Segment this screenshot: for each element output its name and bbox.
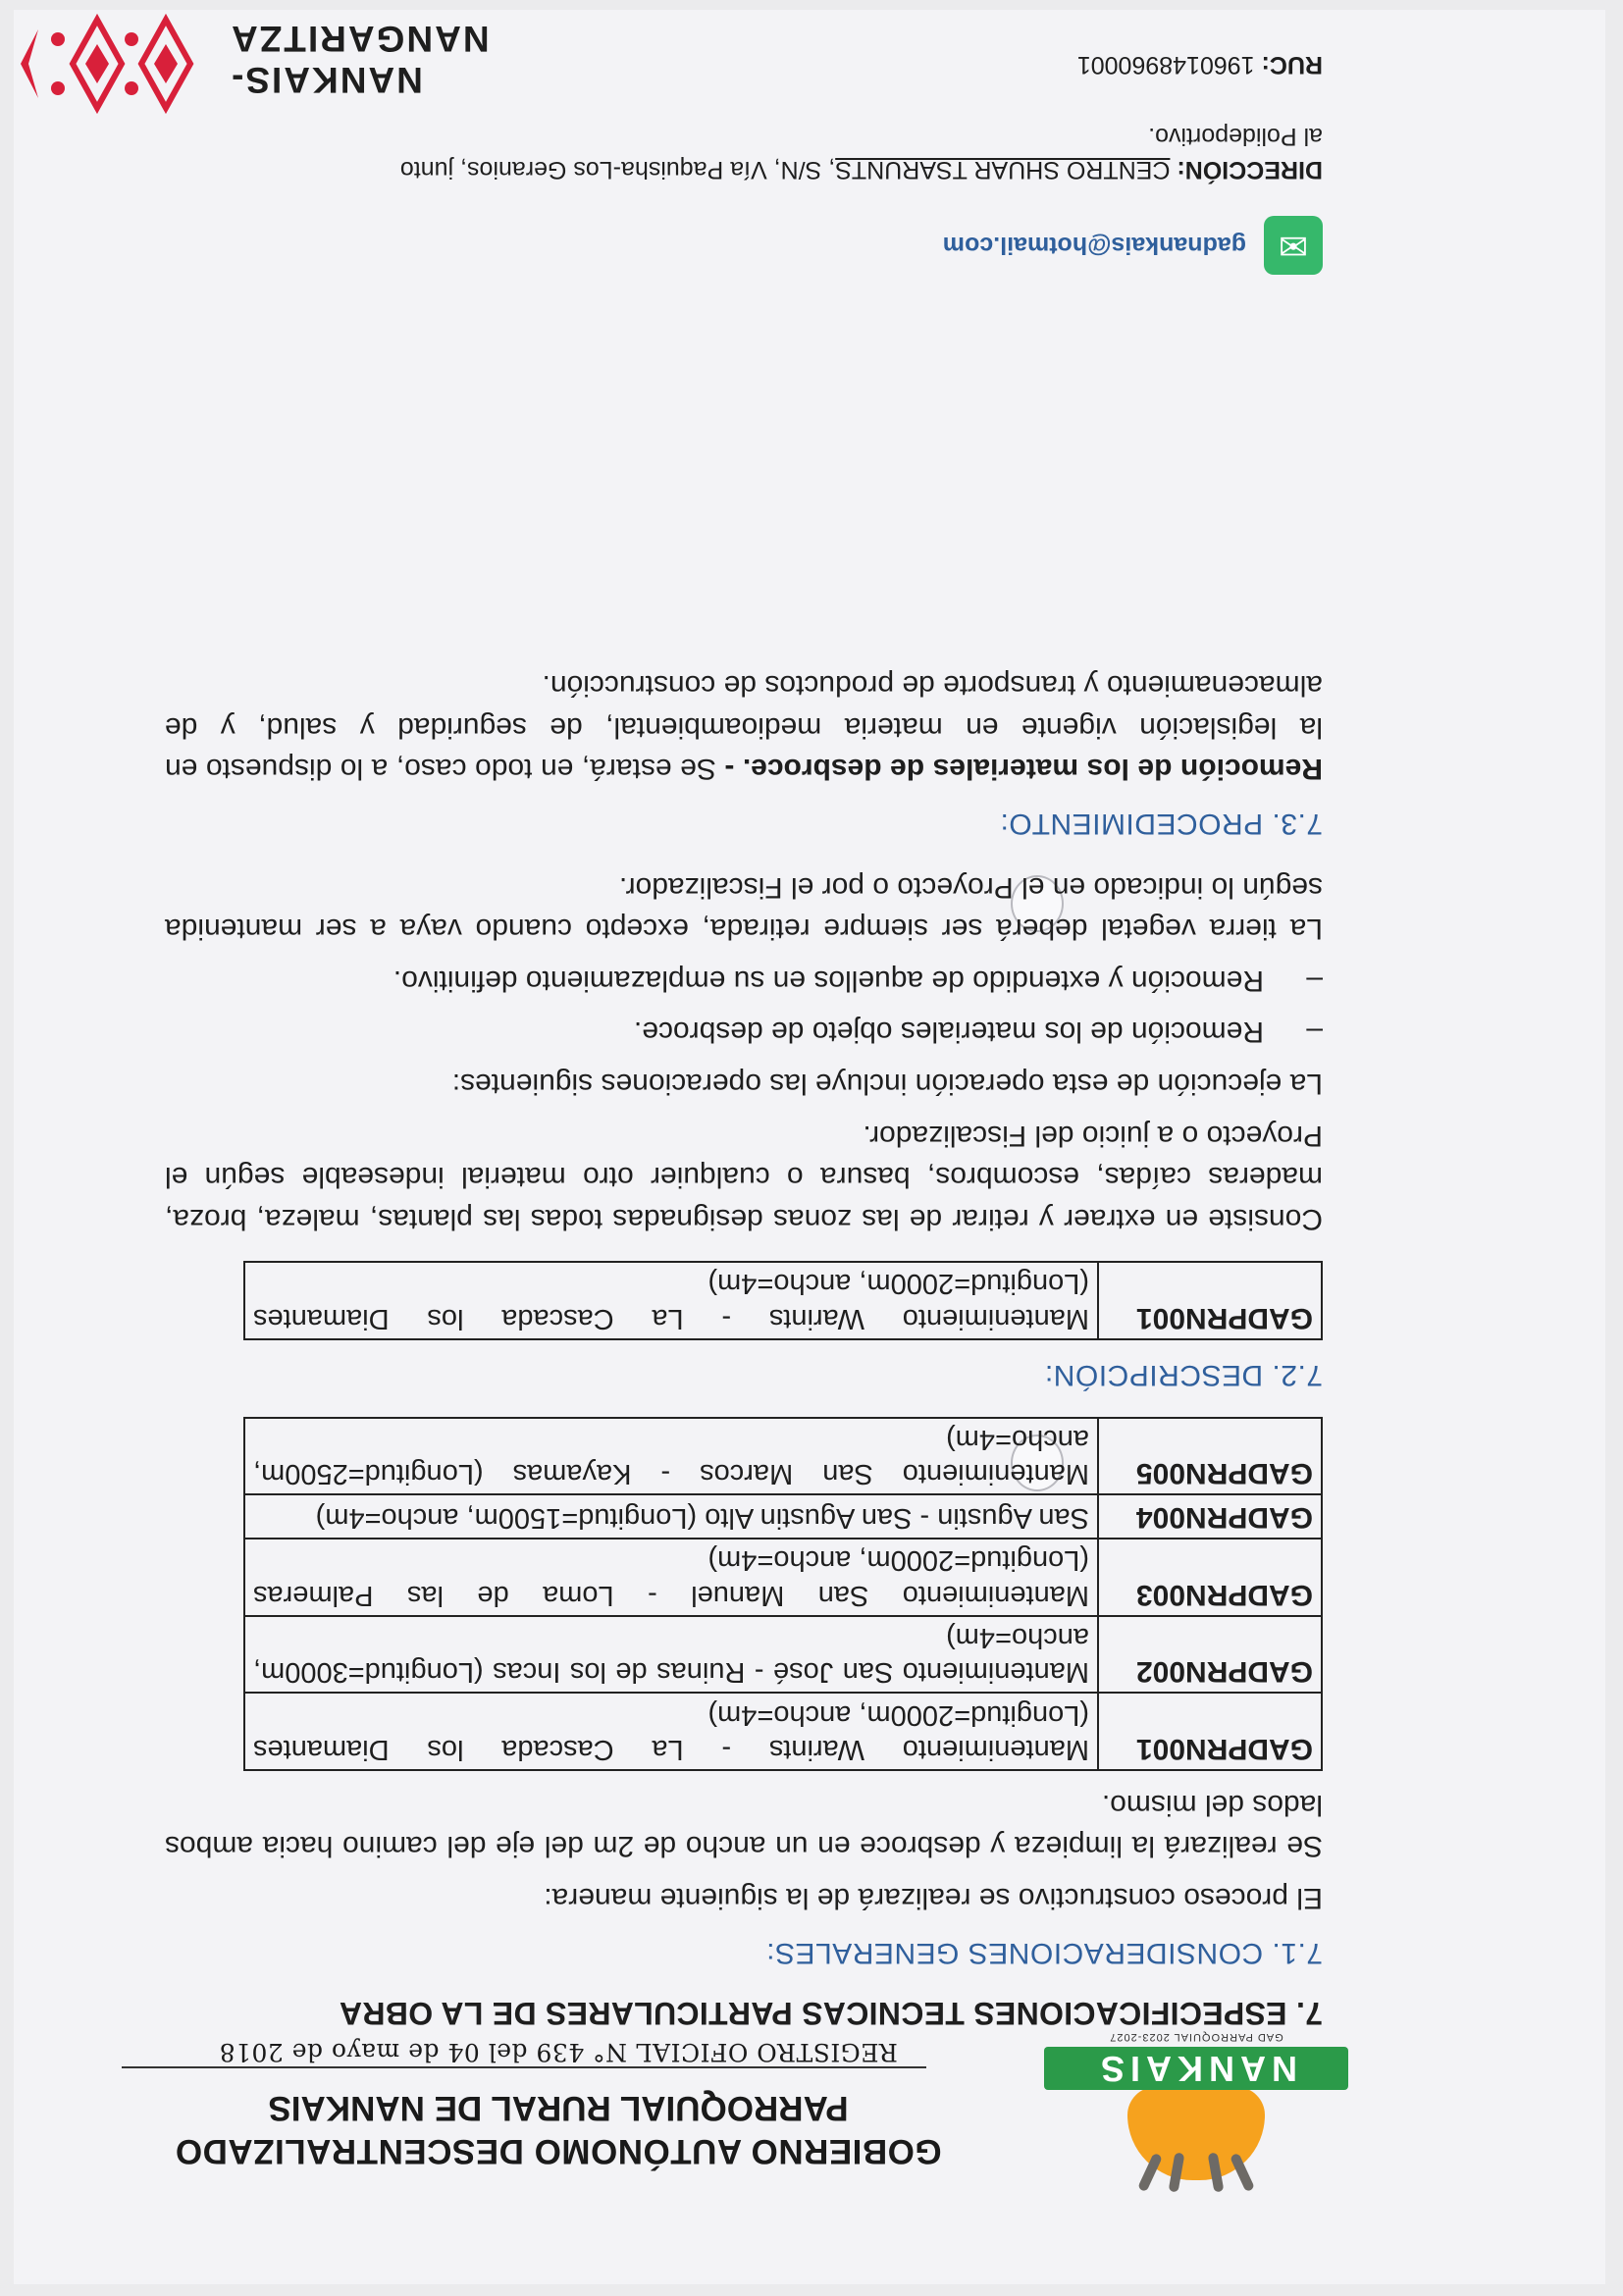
footer — [0, 10, 1623, 275]
gov-line-1: GOBIERNO AUTÓNOMO DESCENTRALIZADO — [175, 2132, 942, 2170]
bullet-text: Remoción y extendido de aquellos en su emplazamiento definitivo. — [393, 964, 1264, 997]
ruc — [1077, 50, 1323, 78]
ruc-value: 1960148960001 — [1076, 51, 1255, 78]
header-divider — [122, 2066, 926, 2068]
gov-line-2: PARROQUIAL RURAL DE NANKAIS — [268, 2089, 849, 2127]
nankais-logo — [1034, 2021, 1358, 2188]
bullet-mark: – — [1306, 964, 1323, 997]
procedure-heading: Remoción de los materiales de desbroce. - — [724, 753, 1323, 786]
decorative-pattern-icon — [19, 10, 195, 118]
logo-name: NANKAIS — [1044, 2047, 1348, 2090]
road-description: Mantenimiento Warints - La Cascada los Diamantes (Longitud=2000m, ancho=4m) — [244, 1262, 1098, 1339]
road-code: GADPRN003 — [1098, 1539, 1322, 1616]
government-title — [122, 2038, 995, 2170]
address-place: CENTRO SHUAR TSARUNTS — [835, 156, 1171, 183]
road-description: Mantenimiento San José - Ruinas de los Incas (Longitud=3000m, ancho=4m) — [244, 1616, 1098, 1694]
subsection-7-2-title: 7.2. DESCRIPCIÓN: — [1044, 1358, 1323, 1391]
address — [381, 120, 1323, 186]
logo-emblem — [1127, 2087, 1265, 2180]
description-table — [243, 1261, 1323, 1340]
road-description: San Agustin - San Agustin Alto (Longitud=1500m, ancho=4m) — [244, 1494, 1098, 1539]
paragraph: La ejecución de esta operación incluye las operaciones siguientes: — [451, 1068, 1323, 1101]
address-detail: , S/N, Vía Paquisha-Los Geranios, junto al Polideportivo. — [399, 123, 1323, 183]
paragraph: El proceso constructivo se realizará de la siguiente manera: — [544, 1882, 1323, 1914]
road-code: GADPRN002 — [1098, 1616, 1322, 1694]
road-code: GADPRN004 — [1098, 1494, 1322, 1539]
logo-subtitle: GAD PARROQUIAL 2023-2027 — [1109, 2031, 1283, 2043]
table-row — [244, 1539, 1322, 1616]
paragraph: La tierra vegetal deberá ser siempre retirada, excepto cuando vaya a ser mantenida según lo indicado en el Proyecto o por el Fiscalizador. — [165, 870, 1323, 946]
main-content — [165, 653, 1323, 2031]
subsection-7-3-title: 7.3. PROCEDIMIENTO: — [999, 808, 1323, 841]
mail-icon: ✉ — [1264, 216, 1323, 275]
registro-oficial: REGISTRO OFICIAL N° 439 del 04 de mayo de 2018 — [219, 2038, 898, 2066]
road-description: Mantenimiento Warints - La Cascada los Diamantes (Longitud=2000m, ancho=4m) — [244, 1693, 1098, 1770]
table-row — [244, 1494, 1322, 1539]
road-description: Mantenimiento San Manuel - Loma de las Palmeras (Longitud=2000m, ancho=4m) — [244, 1539, 1098, 1616]
procedure-text: Se estará, en todo caso, a lo dispuesto en la legislación vigente en materia medioambiental, de seguridad y salud, y de almacenamiento y transporte de productos de construcción. — [165, 668, 1323, 786]
table-row — [244, 1616, 1322, 1694]
email-contact — [943, 216, 1323, 275]
table-row — [244, 1418, 1322, 1495]
letterhead — [0, 2031, 1623, 2296]
table-row — [244, 1262, 1322, 1339]
paragraph: Se realizará la limpieza y desbroce en un ancho de 2m del eje del camino hacia ambos lados del mismo. — [165, 1788, 1323, 1863]
bullet-mark: – — [1306, 1016, 1323, 1049]
bullet-text: Remoción de los materiales objeto de desbroce. — [633, 1016, 1264, 1049]
section-title: 7. ESPECIFICACIONES TECNICAS PARTICULARES DE LA OBRA — [339, 1996, 1323, 2031]
ruc-label: RUC: — [1261, 51, 1323, 78]
list-item — [165, 1011, 1323, 1053]
subsection-7-1-title: 7.1. CONSIDERACIONES GENERALES: — [765, 1937, 1323, 1969]
address-label: DIRECCIÓN: — [1177, 156, 1323, 183]
paragraph: Consiste en extraer y retirar de las zonas designadas todas las plantas, maleza, broza, maderas caídas, escombros, basura o cualquier otro material indeseable según el Proyecto o a juicio del Fiscalizador. — [165, 1119, 1323, 1235]
road-description: Mantenimiento San Marcos - Kayamas (Longitud=2500m, ancho=4m) — [244, 1418, 1098, 1495]
email-address[interactable]: gadnankais@hotmail.com — [942, 232, 1246, 260]
table-row — [244, 1693, 1322, 1770]
footer-brand: NANKAIS- NANGARITZA — [230, 19, 490, 100]
road-code: GADPRN001 — [1098, 1262, 1322, 1339]
paragraph — [165, 663, 1323, 789]
roads-table — [243, 1417, 1323, 1772]
road-code: GADPRN005 — [1098, 1418, 1322, 1495]
road-code: GADPRN001 — [1098, 1693, 1322, 1770]
list-item — [165, 959, 1323, 1001]
